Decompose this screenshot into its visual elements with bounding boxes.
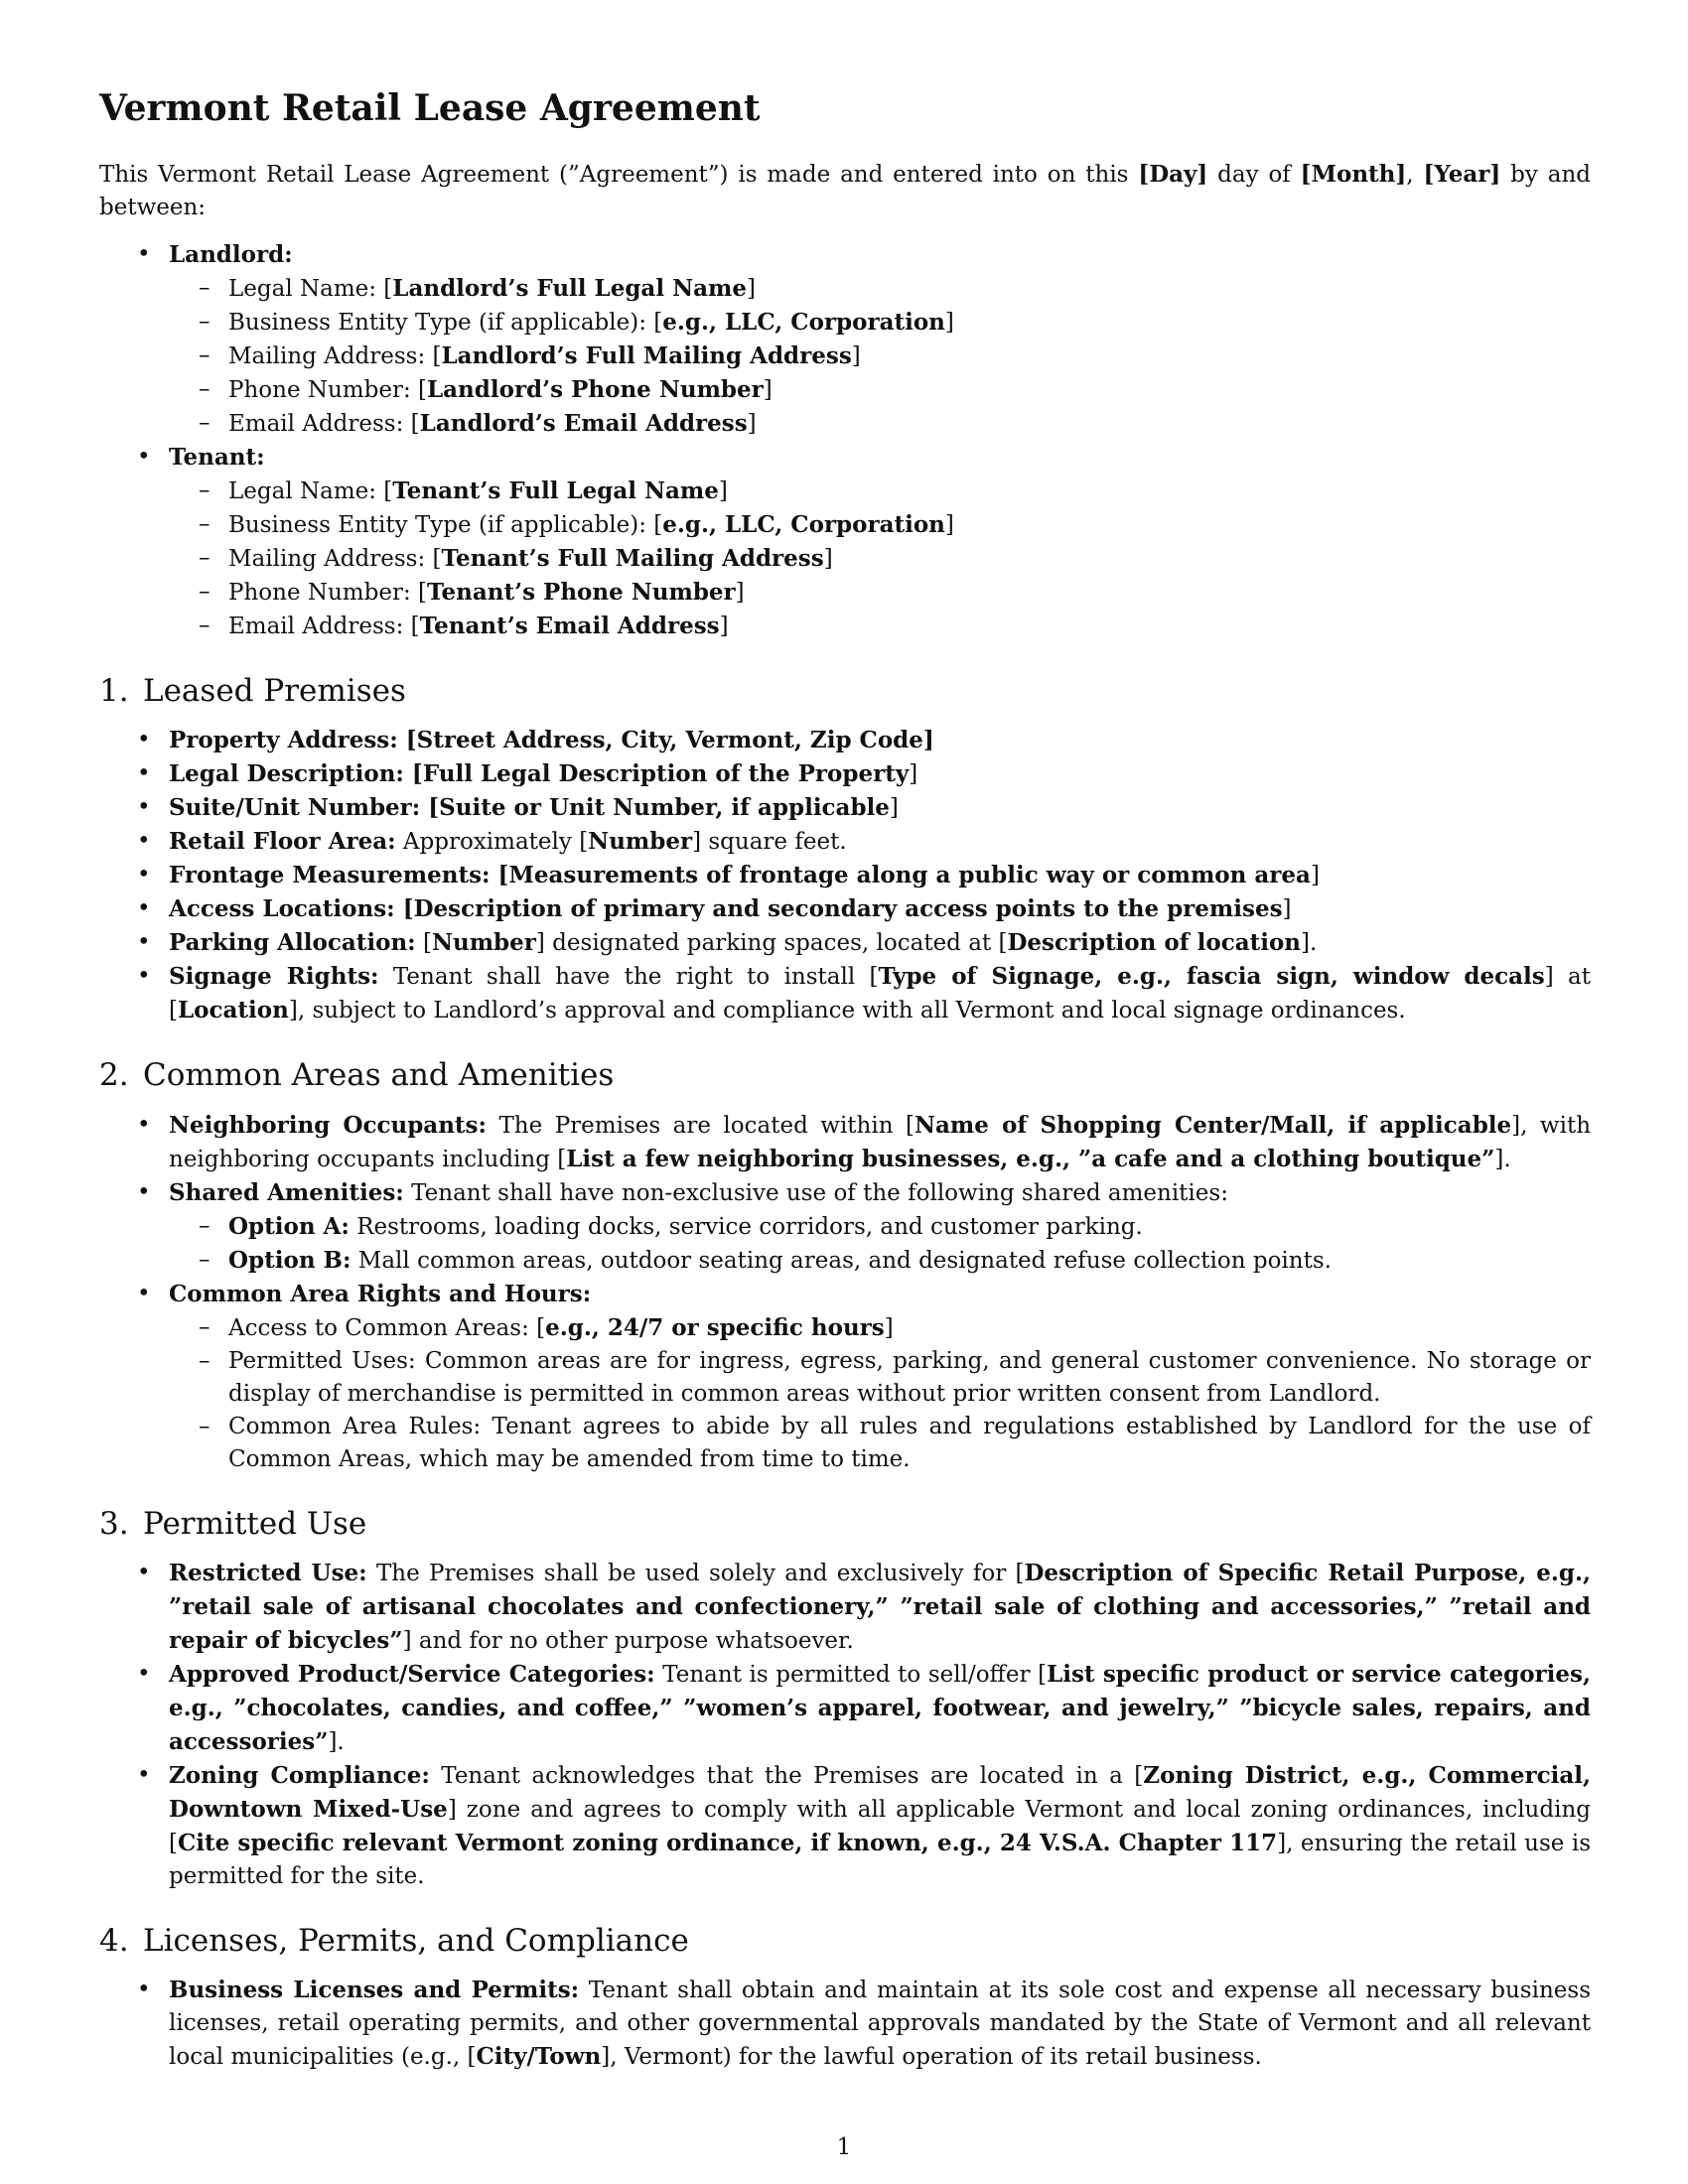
landlord-fields [169, 272, 1591, 441]
leased-premises-list [99, 724, 1591, 1027]
approved-categories-item: • Approved Product/Service Categories: Tenant is permitted to sell/offer [List specific product or service categories, e.g., ”chocolates, candies, and coffee,” ”women’s apparel, footwear, and jewelry,” ”bicycle sales, repairs, and accessories”]. [99, 1658, 1591, 1759]
landlord-party [99, 238, 1591, 441]
permitted-use-list [99, 1557, 1591, 1893]
page-number: 1 [836, 2134, 852, 2160]
intro-text: by and between: [99, 162, 1591, 221]
tenant-entity-type: – Business Entity Type (if applicable): [e.g., LLC, Corporation] [169, 508, 1591, 542]
tenant-party [99, 441, 1591, 643]
access-locations-item: • Access Locations: [Description of primary and secondary access points to the premises] [99, 892, 1591, 926]
intro-text: , [1406, 162, 1424, 189]
parties-list [99, 238, 1591, 643]
day-placeholder: [Day] [1138, 161, 1208, 189]
floor-area-item: • Retail Floor Area: Approximately [Number] square feet. [99, 825, 1591, 859]
landlord-email: – Email Address: [Landlord’s Email Address] [169, 407, 1591, 441]
landlord-phone: – Phone Number: [Landlord’s Phone Number] [169, 373, 1591, 407]
tenant-email: – Email Address: [Tenant’s Email Address] [169, 610, 1591, 643]
amenity-options [169, 1210, 1591, 1278]
landlord-heading: Landlord: [169, 241, 293, 269]
tenant-heading: Tenant: [169, 444, 265, 472]
option-b: – Option B: Mall common areas, outdoor seating areas, and designated refuse collection points. [169, 1244, 1591, 1278]
intro-text: day of [1207, 162, 1301, 189]
tenant-fields [169, 475, 1591, 643]
suite-number-item: • Suite/Unit Number: [Suite or Unit Number, if applicable] [99, 791, 1591, 825]
business-licenses-item: • Business Licenses and Permits: Tenant shall obtain and maintain at its sole cost and expense all necessary business licenses, retail operating permits, and other governmental approvals mandated by the State of Vermont and all relevant local municipalities (e.g., [City/Town], Vermont) for the lawful operation of its retail business. [99, 1974, 1591, 2074]
zoning-compliance-item: • Zoning Compliance: Tenant acknowledges that the Premises are located in a [Zoning District, e.g., Commercial, Downtown Mixed-Use] zone and agrees to comply with all applicable Vermont and local zoning ordinances, including [Cite specific relevant Vermont zoning ordinance, if known, e.g., 24 V.S.A. Chapter 117], ensuring the retail use is permitted for the site. [99, 1759, 1591, 1893]
landlord-mailing-address: – Mailing Address: [Landlord’s Full Mailing Address] [169, 340, 1591, 373]
signage-rights-item: • Signage Rights: Tenant shall have the right to install [Type of Signage, e.g., fascia sign, window decals] at [Location], subject to Landlord’s approval and compliance with all Vermont and local signage ordinances. [99, 960, 1591, 1027]
property-address-item: • Property Address: [Street Address, City, Vermont, Zip Code] [99, 724, 1591, 757]
licenses-list [99, 1974, 1591, 2074]
month-placeholder: [Month] [1300, 161, 1407, 189]
common-area-rights-item: • Common Area Rights and Hours: – Access to Common Areas: [e.g., 24/7 or specific hours] – Permitted Uses: Common areas are for ingress, egress, parking, and general customer convenience. No storage or display of merchandise is permitted in common areas without prior written consent from Landlord. – Common Area Rules: Tenant agrees to abide by all rules and regulations established by Landlord for the use of Common Areas, which may be amended from time to time. [99, 1278, 1591, 1476]
neighboring-occupants-item: • Neighboring Occupants: The Premises are located within [Name of Shopping Center/Mall, if applicable], with neighboring occupants including [List a few neighboring businesses, e.g., ”a cafe and a clothing boutique”]. [99, 1109, 1591, 1176]
parking-allocation-item: • Parking Allocation: [Number] designated parking spaces, located at [Description of location]. [99, 926, 1591, 960]
tenant-mailing-address: – Mailing Address: [Tenant’s Full Mailing Address] [169, 542, 1591, 576]
common-areas-list [99, 1109, 1591, 1476]
section-heading-licenses: 4. Licenses, Permits, and Compliance [99, 1922, 689, 1959]
common-area-rights [169, 1311, 1591, 1476]
landlord-entity-type: – Business Entity Type (if applicable): [e.g., LLC, Corporation] [169, 306, 1591, 340]
section-heading-permitted-use: 3. Permitted Use [99, 1505, 367, 1542]
tenant-legal-name: – Legal Name: [Tenant’s Full Legal Name] [169, 475, 1591, 508]
common-area-access: – Access to Common Areas: [e.g., 24/7 or specific hours] [169, 1311, 1591, 1345]
frontage-item: • Frontage Measurements: [Measurements of frontage along a public way or common area] [99, 859, 1591, 892]
intro-paragraph [99, 158, 1591, 224]
common-area-permitted-uses: – Permitted Uses: Common areas are for ingress, egress, parking, and general customer convenience. No storage or display of merchandise is permitted in common areas without prior written consent from Landlord. [169, 1345, 1591, 1411]
section-heading-common-areas: 2. Common Areas and Amenities [99, 1057, 615, 1094]
section-heading-leased-premises: 1. Leased Premises [99, 673, 406, 710]
option-a: – Option A: Restrooms, loading docks, service corridors, and customer parking. [169, 1210, 1591, 1244]
landlord-legal-name: – Legal Name: [Landlord’s Full Legal Name] [169, 272, 1591, 306]
shared-amenities-item: • Shared Amenities: Tenant shall have non-exclusive use of the following shared amenities: – Option A: Restrooms, loading docks, service corridors, and customer parking. – Option B: Mall common areas, outdoor seating areas, and designated refuse collection points. [99, 1176, 1591, 1278]
common-area-rules: – Common Area Rules: Tenant agrees to abide by all rules and regulations established by Landlord for the use of Common Areas, which may be amended from time to time. [169, 1411, 1591, 1476]
intro-text: This Vermont Retail Lease Agreement (”Agreement”) is made and entered into on this [99, 162, 1139, 189]
tenant-phone: – Phone Number: [Tenant’s Phone Number] [169, 576, 1591, 610]
document-page [99, 87, 1591, 2074]
restricted-use-item: • Restricted Use: The Premises shall be used solely and exclusively for [Description of Specific Retail Purpose, e.g., ”retail sale of artisanal chocolates and confectionery,” ”retail sale of clothing and accessories,” ”retail and repair of bicycles”] and for no other purpose whatsoever. [99, 1557, 1591, 1658]
year-placeholder: [Year] [1423, 161, 1501, 189]
legal-description-item: • Legal Description: [Full Legal Description of the Property] [99, 757, 1591, 791]
document-title: Vermont Retail Lease Agreement [99, 87, 761, 129]
